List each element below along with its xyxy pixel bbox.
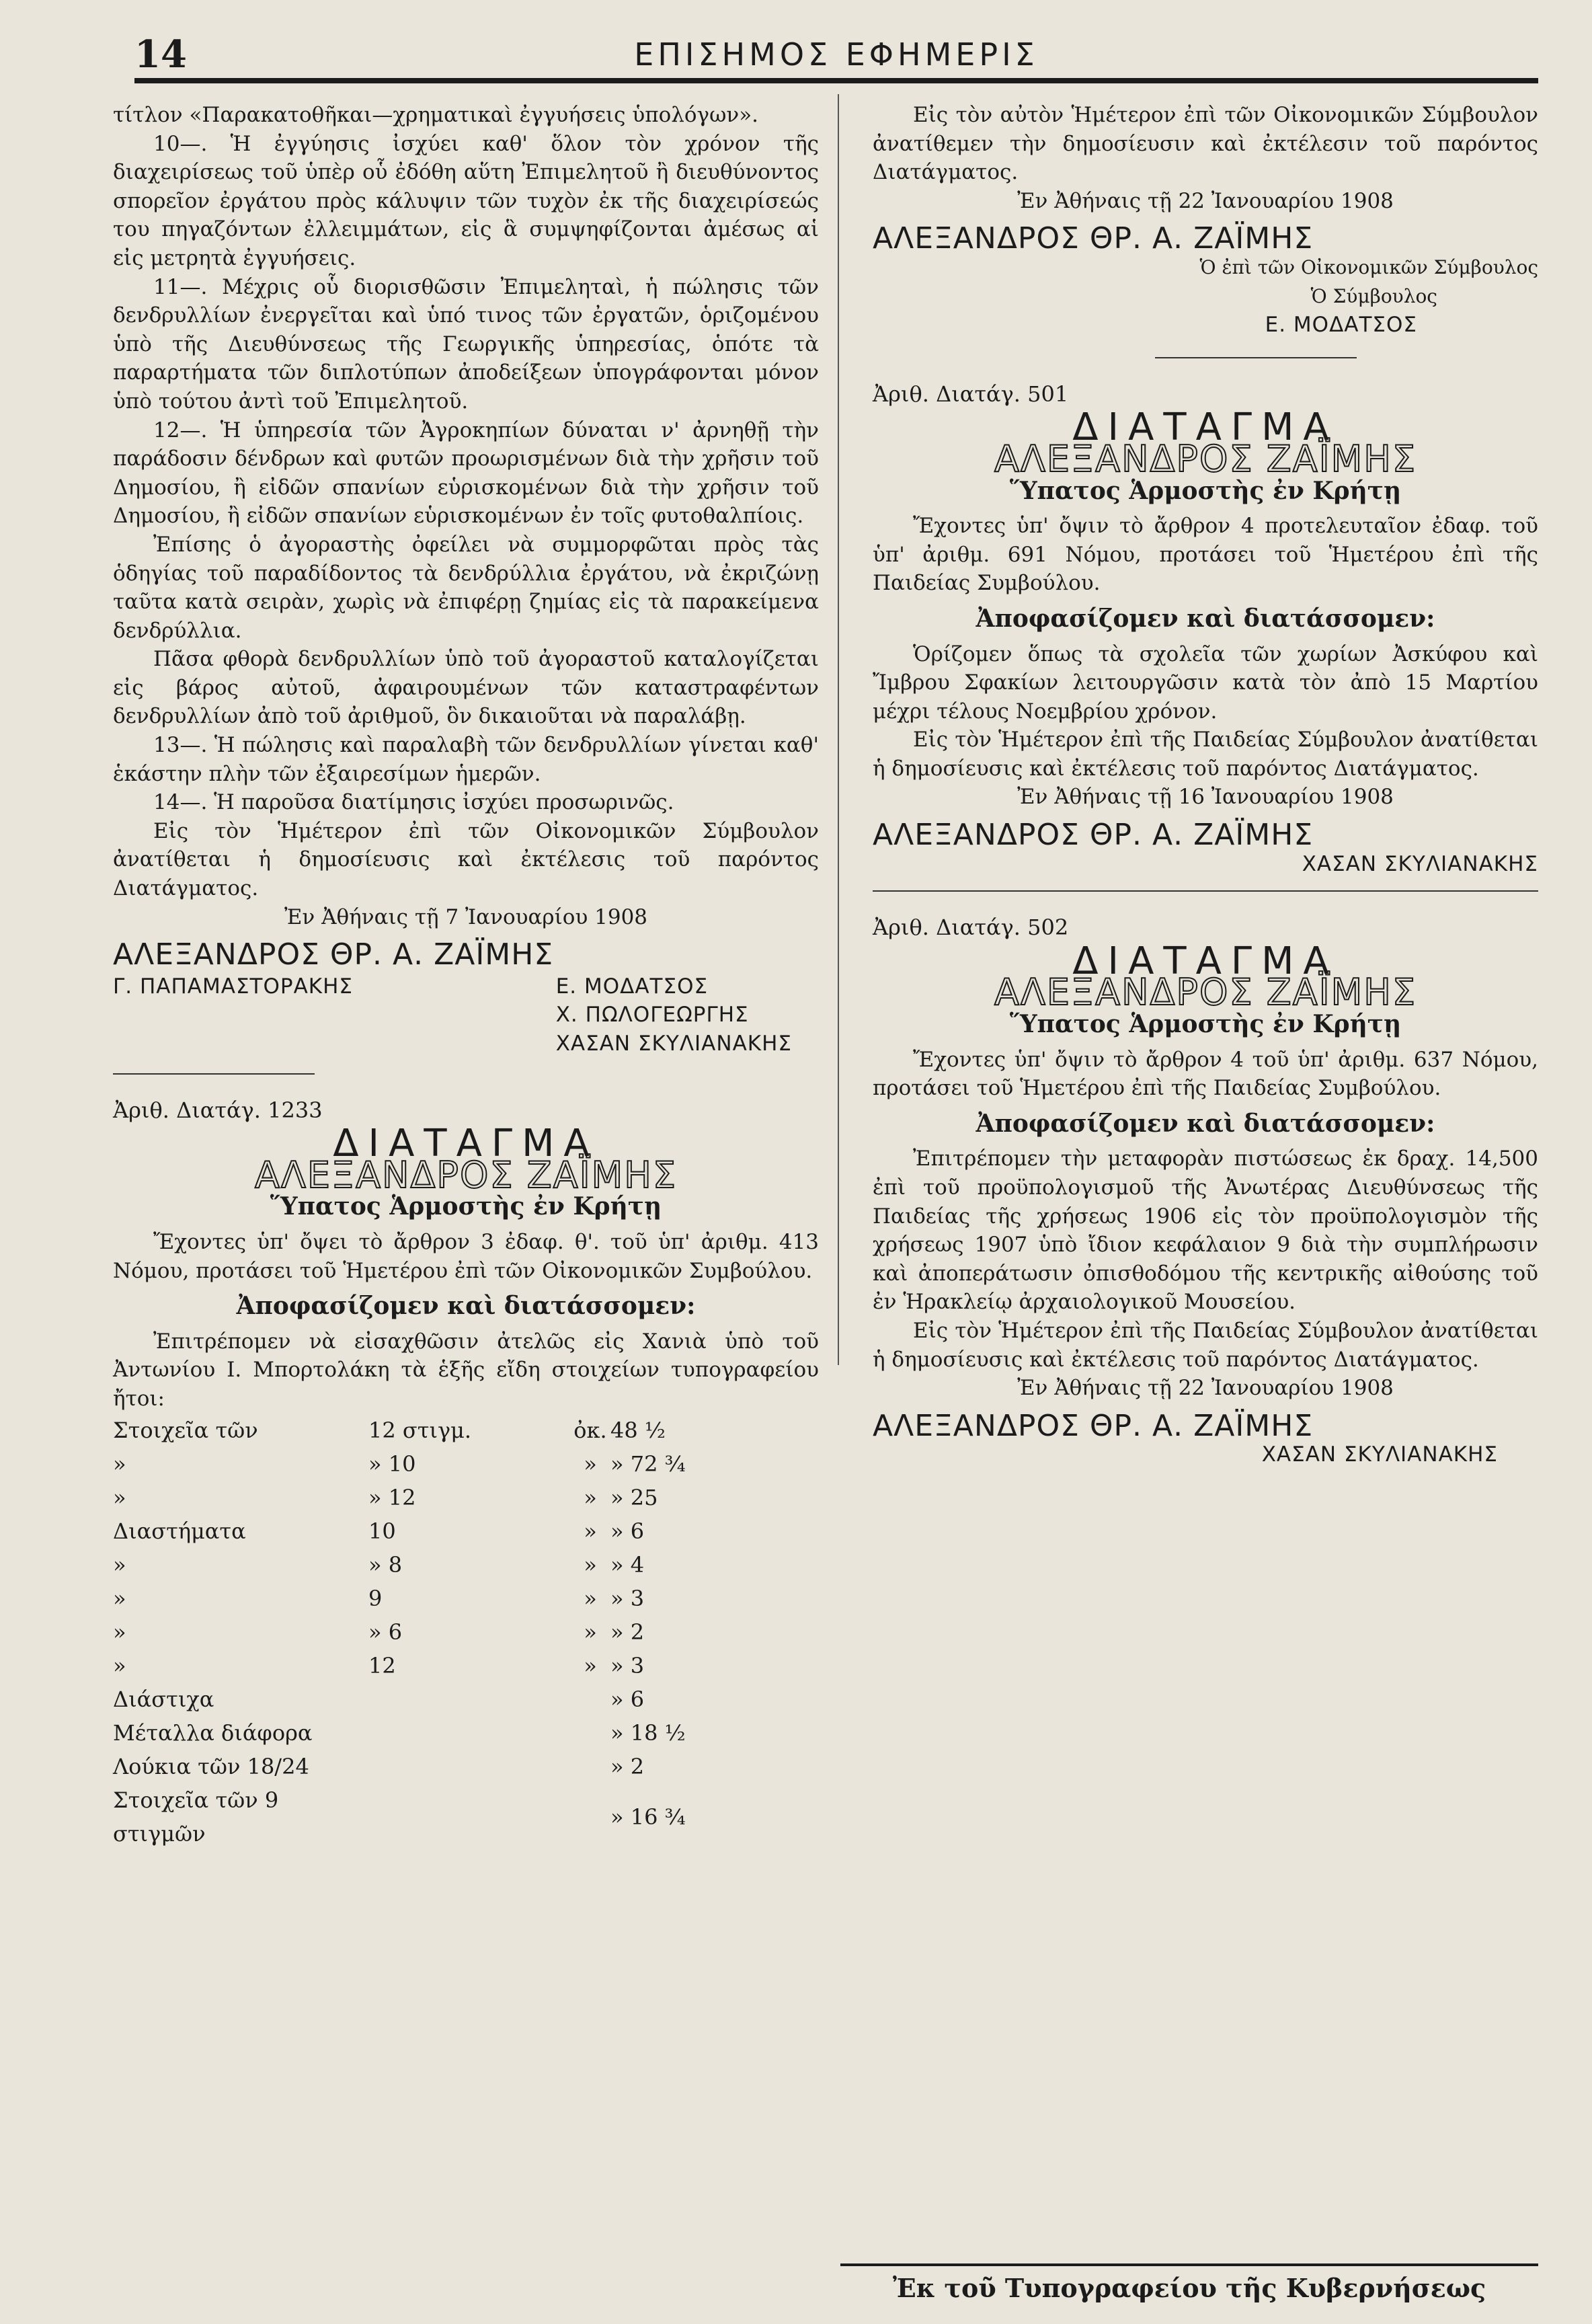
date-line: Ἐν Ἀθήναις τῇ 22 Ἰανουαρίου 1908 <box>1017 188 1394 213</box>
date-line: Ἐν Ἀθήναις τῇ 7 Ἰανουαρίου 1908 <box>284 904 648 929</box>
table-cell <box>368 1682 570 1716</box>
article-14: 14—. Ἡ παροῦσα διατίμησις ἰσχύει προσωρινῶς. <box>153 790 674 815</box>
cosigner: Ε. ΜΟΔΑΤΣΟΣ <box>555 974 709 999</box>
page-header <box>134 32 1538 79</box>
table-cell: » 4 <box>610 1551 645 1578</box>
table-cell <box>570 1716 610 1750</box>
table-cell <box>570 1783 610 1851</box>
table-row <box>113 1615 819 1649</box>
table-cell: » 72 ¾ <box>610 1450 686 1477</box>
table-cell: » 16 ¾ <box>610 1804 686 1830</box>
page-number: 14 <box>134 32 187 77</box>
table-cell: Στοιχεῖα τῶν <box>113 1417 258 1443</box>
items-table <box>113 1413 819 1851</box>
table-cell: » <box>584 1585 597 1611</box>
table-cell: » 6 <box>610 1686 645 1712</box>
issuer-role: Ὕπατος Ἁρμοστὴς ἐν Κρήτῃ <box>270 1192 662 1221</box>
table-cell: » 2 <box>610 1753 645 1779</box>
table-cell <box>570 1750 610 1783</box>
table-cell: Διαστήματα <box>113 1518 246 1544</box>
signature: ΑΛΕΞΑΝΔΡΟΣ ΘΡ. Α. ΖΑΪΜΗΣ <box>873 221 1314 256</box>
table-cell: » 3 <box>610 1652 645 1678</box>
table-cell: Μέταλλα διάφορα <box>113 1719 313 1746</box>
decree-decision: Ἀποφασίζομεν καὶ διατάσσομεν: <box>976 604 1435 633</box>
table-cell: » <box>113 1652 126 1678</box>
table-row <box>113 1649 819 1682</box>
table-row <box>113 1783 819 1851</box>
decree-body: Ἐπιτρέπομεν νὰ εἰσαχθῶσιν ἀτελῶς εἰς Χανιὰ ὑπὸ τοῦ Ἀντωνίου Ι. Μπορτολάκη τὰ ἑξῆς εἴδη στοιχείων τυπογραφείου ἤτοι: <box>113 1329 819 1411</box>
table-row <box>113 1413 819 1447</box>
cosigner: Γ. ΠΑΠΑΜΑΣΤΟΡΑΚΗΣ <box>113 974 354 999</box>
cosigners <box>113 972 819 1058</box>
decree-body: Ἐπιτρέπομεν τὴν μεταφορὰν πιστώσεως ἐκ δραχ. 14,500 ἐπὶ τοῦ προϋπολογισμοῦ τῆς Ἀνωτέρας Διευθύνσεως τῆς Παιδείας τῆς χρήσεως 1906 εἰς τὸν προϋπολογισμὸν τῆς χρήσεως 1907 ὑπὸ ἴδιον κεφάλαιον 9 διὰ τὴν συμπλήρωσιν καὶ ἀποπεράτωσιν ὀπισθοδόμου τῆς κεντρικῆς αἰθούσης τοῦ ἐν Ἡρακλείῳ ἀρχαιολογικοῦ Μουσείου. <box>873 1147 1538 1315</box>
table-cell: » 10 <box>368 1450 416 1477</box>
paragraph: Πᾶσα φθορὰ δενδρυλλίων ὑπὸ τοῦ ἀγοραστοῦ καταλογίζεται εἰς βάρος αὐτοῦ, ἀφαιρουμένων τῶν καταστραφέντων δενδρυλλίων ἀπὸ τοῦ ἀριθμοῦ, ὃν δικαιοῦται νὰ παραλάβῃ. <box>113 647 819 729</box>
printer-imprint: Ἐκ τοῦ Τυπογραφείου τῆς Κυβερνήσεως <box>892 2273 1486 2303</box>
table-cell <box>368 1750 570 1783</box>
table-cell: » <box>113 1619 126 1645</box>
paragraph: Εἰς τὸν Ἡμέτερον ἐπὶ τῶν Οἰκονομικῶν Σύμβουλον ἀνατίθεται ἡ δημοσίευσις καὶ ἐκτέλεσις τοῦ παρόντος Διατάγματος. <box>113 818 819 901</box>
table-cell: Διάστιχα <box>113 1686 214 1712</box>
gazette-title: ΕΠΙΣΗΜΟΣ ΕΦΗΜΕΡΙΣ <box>634 36 1039 73</box>
decree-body: Εἰς τὸν Ἡμέτερον ἐπὶ τῆς Παιδείας Σύμβουλον ἀνατίθεται ἡ δημοσίευσις καὶ ἐκτέλεσις τοῦ παρόντος Διατάγματος. <box>873 728 1538 781</box>
decree-number: Ἀριθ. Διατάγ. 1233 <box>113 1097 323 1123</box>
table-row <box>113 1447 819 1481</box>
issuer-role: Ὕπατος Ἁρμοστὴς ἐν Κρήτῃ <box>1009 476 1402 505</box>
divider <box>113 1073 315 1075</box>
table-cell: Λούκια τῶν 18/24 <box>113 1753 309 1779</box>
decree-intro: Ἔχοντες ὑπ' ὄψιν τὸ ἄρθρον 4 τοῦ ὑπ' ἀριθμ. 637 Νόμου, προτάσει τοῦ Ἡμετέρου ἐπὶ τῆς Παιδείας Συμβούλου. <box>873 1047 1538 1101</box>
cosigner: ΧΑΣΑΝ ΣΚΥΛΙΑΝΑΚΗΣ <box>1261 1442 1498 1467</box>
signature: ΑΛΕΞΑΝΔΡΟΣ ΘΡ. Α. ΖΑΪΜΗΣ <box>873 1408 1314 1443</box>
table-cell: » <box>113 1585 126 1611</box>
footer-rule <box>840 2263 1538 2266</box>
paragraph: Ἐπίσης ὁ ἀγοραστὴς ὀφείλει νὰ συμμορφῶται πρὸς τὰς ὁδηγίας τοῦ παραδίδοντος τὰ δενδρύλλια ἐργάτου, νὰ ἐκριζώνῃ ταῦτα κατὰ σειρὰν, χωρὶς νὰ ἐπιφέρῃ ζημίας εἰς τὰ παρακείμενα δενδρύλλια. <box>113 532 819 643</box>
paragraph: τίτλον «Παρακατοθῆκαι—χρηματικαὶ ἐγγυήσεις ὑπολόγων». <box>113 103 759 127</box>
cosigner: Χ. ΠΩΛΟΓΕΩΡΓΗΣ <box>555 1003 749 1028</box>
table-row <box>113 1548 819 1582</box>
table-cell <box>368 1716 570 1750</box>
table-cell: » 12 <box>368 1484 416 1510</box>
decree-intro: Ἔχοντες ὑπ' ὄψει τὸ ἄρθρον 3 ἐδαφ. θ'. τοῦ ὑπ' ἀριθμ. 413 Νόμου, προτάσει τοῦ Ἡμετέρου ἐπὶ τῶν Οἰκονομικῶν Συμβούλου. <box>113 1229 819 1283</box>
decree-number: Ἀριθ. Διατάγ. 502 <box>873 915 1069 941</box>
article-11: 11—. Μέχρις οὗ διορισθῶσιν Ἐπιμεληταὶ, ἡ πώλησις τῶν δενδρυλλίων ἐνεργεῖται καὶ ὑπό τινος τῶν ἐργατῶν, ὁριζομένου ὑπὸ τῆς Διευθύνσεως τῆς Γεωργικῆς ὑπηρεσίας, ὁπότε τὰ παραρτήματα τῶν διπλοτύπων ἀποδείξεων ὑπογράφονται μόνον ὑπὸ τούτου ἀντὶ τοῦ Ἐπιμελητοῦ. <box>113 274 819 414</box>
divider <box>1155 357 1357 358</box>
decree-body: Εἰς τὸν Ἡμέτερον ἐπὶ τῆς Παιδείας Σύμβουλον ἀνατίθεται ἡ δημοσίευσις καὶ ἐκτέλεσις τοῦ παρόντος Διατάγματος. <box>873 1318 1538 1372</box>
column-separator <box>838 94 839 1365</box>
divider <box>873 890 1538 892</box>
issuer-name: ΑΛΕΞΑΝΔΡΟΣ ΖΑΪΜΗΣ <box>255 1153 677 1196</box>
decree-title: ΔΙΑΤΑΓΜΑ <box>333 1122 599 1166</box>
table-cell: Στοιχεῖα τῶν 9 στιγμῶν <box>113 1787 279 1847</box>
table-cell: » <box>113 1450 126 1477</box>
header-rule <box>134 78 1538 83</box>
cosigner: Ε. ΜΟΔΑΤΣΟΣ <box>1265 313 1417 338</box>
decree-intro: Ἔχοντες ὑπ' ὄψιν τὸ ἄρθρον 4 προτελευταῖον ἐδαφ. τοῦ ὑπ' ἀριθμ. 691 Νόμου, προτάσει τοῦ Ἡμετέρου ἐπὶ τῆς Παιδείας Συμβούλου. <box>873 514 1538 596</box>
issuer-name: ΑΛΕΞΑΝΔΡΟΣ ΖΑΪΜΗΣ <box>994 971 1417 1014</box>
decree-decision: Ἀποφασίζομεν καὶ διατάσσομεν: <box>976 1109 1435 1138</box>
table-row <box>113 1716 819 1750</box>
decree-title: ΔΙΑΤΑΓΜΑ <box>1072 405 1339 450</box>
table-row <box>113 1481 819 1514</box>
article-13: 13—. Ἡ πώλησις καὶ παραλαβὴ τῶν δενδρυλλίων γίνεται καθ' ἑκάστην πλὴν τῶν ἐξαιρεσίμων ἡμερῶν. <box>113 733 819 786</box>
table-cell <box>570 1682 610 1716</box>
signature: ΑΛΕΞΑΝΔΡΟΣ ΘΡ. Α. ΖΑΪΜΗΣ <box>873 818 1314 853</box>
decree-number: Ἀριθ. Διατάγ. 501 <box>873 381 1069 407</box>
article-12: 12—. Ἡ ὑπηρεσία τῶν Ἀγροκηπίων δύναται ν' ἀρνηθῇ τὴν παράδοσιν δένδρων καὶ φυτῶν προωρισμένων διὰ τὴν χρῆσιν τοῦ Δημοσίου, ἢ εἰδῶν σπανίων εὑρισκομένων διὰ τὴν χρῆσιν τοῦ Δημοσίου, ἢ εἰδῶν σπανίων εὑρισκομένων ἐν τοῖς φυτοθαλπίοις. <box>113 418 819 529</box>
table-cell <box>368 1783 570 1851</box>
table-cell: » 6 <box>610 1518 645 1544</box>
left-column <box>113 101 819 1851</box>
table-cell: » 18 ½ <box>610 1719 686 1746</box>
table-cell: » <box>113 1484 126 1510</box>
cosigner: ΧΑΣΑΝ ΣΚΥΛΙΑΝΑΚΗΣ <box>555 1032 792 1056</box>
table-row <box>113 1514 819 1548</box>
table-cell: ὀκ. <box>573 1417 607 1443</box>
table-cell: » <box>584 1551 597 1578</box>
decree-decision: Ἀποφασίζομεν καὶ διατάσσομεν: <box>236 1292 696 1321</box>
date-line: Ἐν Ἀθήναις τῇ 16 Ἰανουαρίου 1908 <box>1017 785 1394 810</box>
decree-title: ΔΙΑΤΑΓΜΑ <box>1072 939 1339 983</box>
table-cell: 48 ½ <box>610 1417 666 1443</box>
right-column <box>873 101 1538 1469</box>
table-cell: » 8 <box>368 1551 403 1578</box>
cosigner: ΧΑΣΑΝ ΣΚΥΛΙΑΝΑΚΗΣ <box>1302 851 1538 876</box>
paragraph: Εἰς τὸν αὐτὸν Ἡμέτερον ἐπὶ τῶν Οἰκονομικῶν Σύμβουλον ἀνατίθεμεν τὴν δημοσίευσιν καὶ ἐκτέλεσιν τοῦ παρόντος Διατάγματος. <box>873 103 1538 185</box>
table-cell: » <box>584 1518 597 1544</box>
table-cell: 9 <box>368 1585 383 1611</box>
date-line: Ἐν Ἀθήναις τῇ 22 Ἰανουαρίου 1908 <box>1017 1376 1394 1401</box>
table-cell: » 2 <box>610 1619 645 1645</box>
table-cell: » 25 <box>610 1484 658 1510</box>
signature: ΑΛΕΞΑΝΔΡΟΣ ΘΡ. Α. ΖΑΪΜΗΣ <box>113 937 554 972</box>
issuer-name: ΑΛΕΞΑΝΔΡΟΣ ΖΑΪΜΗΣ <box>994 437 1417 480</box>
table-cell: » 6 <box>368 1619 403 1645</box>
cosigner-role: Ὁ Σύμβουλος <box>1310 284 1437 307</box>
table-cell: 10 <box>368 1518 396 1544</box>
table-cell: » 3 <box>610 1585 645 1611</box>
table-cell: 12 <box>368 1652 396 1678</box>
table-cell: » <box>113 1551 126 1578</box>
article-10: 10—. Ἡ ἐγγύησις ἰσχύει καθ' ὅλον τὸν χρόνον τῆς διαχειρίσεως τοῦ ὑπὲρ οὗ ἐδόθη αὕτη Ἐπιμελητοῦ ἢ διευθύνοντος σπορεῖον ἐργάτου πρὸς κάλυψιν τῶν τυχὸν ἐκ τῆς διαχειρίσεώς του πηγαζόντων ἐλλειμμάτων, εἰς ἃ συμψηφίζονται ἀμέσως αἱ εἰς μετρητὰ ἐγγυήσεις. <box>113 131 819 270</box>
table-cell: 12 στιγμ. <box>368 1417 472 1443</box>
table-cell: » <box>584 1450 597 1477</box>
issuer-role: Ὕπατος Ἁρμοστὴς ἐν Κρήτῃ <box>1009 1010 1402 1039</box>
cosigner-role: Ὁ ἐπὶ τῶν Οἰκονομικῶν Σύμβουλος <box>1199 256 1538 278</box>
decree-body: Ὁρίζομεν ὅπως τὰ σχολεῖα τῶν χωρίων Ἀσκύφου καὶ Ἴμβρου Σφακίων λειτουργῶσιν κατὰ τὸν ἀπὸ 15 Μαρτίου μέχρι τέλους Νοεμβρίου χρόνον. <box>873 642 1538 724</box>
table-row <box>113 1682 819 1716</box>
table-row <box>113 1582 819 1615</box>
table-cell: » <box>584 1484 597 1510</box>
table-cell: » <box>584 1619 597 1645</box>
table-row <box>113 1750 819 1783</box>
table-cell: » <box>584 1652 597 1678</box>
